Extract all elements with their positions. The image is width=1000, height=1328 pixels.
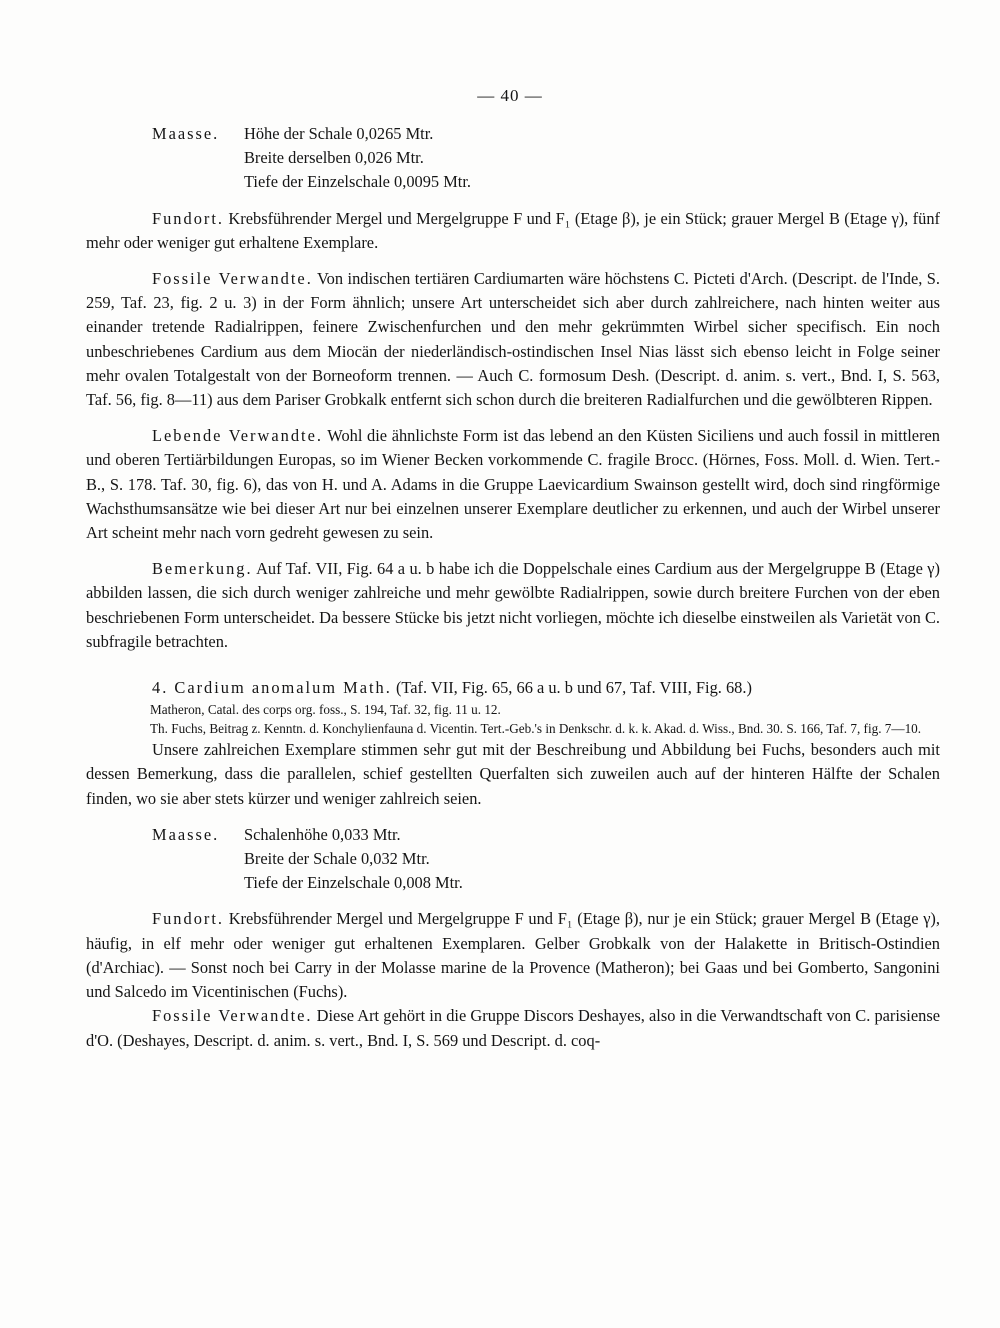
measures-label: Maasse.: [152, 824, 220, 844]
measures-block: [86, 122, 940, 195]
measure-line: Höhe der Schale 0,0265 Mtr.: [244, 124, 434, 143]
section-label: Fossile Verwandte.: [152, 1006, 313, 1026]
paragraph-text: Krebsführender Mergel und Mergelgruppe F und F₁ (Etage β), je ein Stück; grauer Mergel B (Etage γ), fünf mehr oder weniger gut erhaltene Exemplare.: [86, 208, 940, 252]
measure-row: [86, 122, 940, 146]
page-number: — 40 —: [477, 86, 543, 105]
references-list: [86, 700, 940, 738]
paragraph-fossile-verwandte: [86, 1004, 940, 1052]
section-label: Bemerkung.: [152, 559, 253, 579]
paragraph-text: Diese Art gehört in die Gruppe Discors Deshayes, also in die Verwandtschaft von C. parisiense d'O. (Deshayes, Descript. d. anim. s. vert., Bnd. I, S. 569 und Descript. d. coq-: [86, 1006, 940, 1050]
reference-item: Matheron, Catal. des corps org. foss., S. 194, Taf. 32, fig. 11 u. 12.: [150, 702, 501, 718]
paragraph-unsere: Unsere zahlreichen Exemplare stimmen sehr gut mit der Beschreibung und Abbildung bei Fuchs, besonders auch mit dessen Bemerkung, dass die parallelen, schief gestellten Querfalten sich zuweilen auch auf der hinteren Hälfte der Schalen finden, wo sie aber stets kürzer und weniger zahlreich seien.: [86, 740, 940, 808]
paragraph-text: Krebsführender Mergel und Mergelgruppe F und F₁ (Etage β), nur je ein Stück; grauer Mergel B (Etage γ), häufig, in elf mehr oder weniger gut erhaltenen Exemplaren. Gelber Grobkalk von der Halakette in Britisch-Ostindien (d'Archiac). — Sonst noch bei Carry in der Molasse marine de la Provence (Matheron); bei Gaas und bei Gomberto, Sangonini und Salcedo im Vicentinischen (Fuchs).: [86, 909, 940, 1002]
paragraph-fossile-verwandte: [86, 267, 940, 412]
species-heading: [86, 676, 940, 700]
paragraph-text: Von indischen tertiären Cardiumarten wäre höchstens C. Picteti d'Arch. (Descript. de l'Inde, S. 259, Taf. 23, fig. 2 u. 3) in der Form ähnlich; unsere Art unterscheidet sich aber durch zahlreichere, nach hinten weiter aus einander tretende Radialrippen, feinere Zwischenfurchen und den mehr gekrümmten Wirbel sicher specifisch. Ein noch unbeschriebenes Cardium aus dem Miocän der niederländisch-ostindischen Insel Nias lässt sich ebenso leicht in Folge seiner mehr ovalen Totalgestalt von der Borneoform trennen. — Auch C. formosum Desh. (Descript. d. anim. s. vert., Bnd. I, S. 563, Taf. 56, fig. 8—11) aus dem Pariser Grobkalk entfernt sich schon durch die breiteren Radialfurchen und die gewölbteren Rippen.: [86, 269, 940, 410]
paragraph-fundort: [86, 907, 940, 1004]
measure-line: Schalenhöhe 0,033 Mtr.: [244, 824, 401, 844]
measure-line: Breite der Schale 0,032 Mtr.: [244, 849, 430, 869]
reference-item: Th. Fuchs, Beitrag z. Kenntn. d. Konchylienfauna d. Vicentin. Tert.-Geb.'s in Denkschr. d. k. k. Akad. d. Wiss., Bnd. 30. S. 166, Taf. 7, fig. 7—10.: [150, 721, 922, 737]
measures-block: [86, 823, 940, 896]
paragraph-lebende-verwandte: [86, 424, 940, 545]
paragraph-text: Auf Taf. VII, Fig. 64 a u. b habe ich die Doppelschale eines Cardium aus der Mergelgruppe B (Etage γ) abbilden lassen, die sich durch weniger zahlreiche und mehr gewölbte Radialrippen, sowie durch breitere Furchen von der eben beschriebenen Form unterscheidet. Da bessere Stücke bis jetzt nicht vorliegen, möchte ich dieselbe einstweilen als Varietät von C. subfragile betrachten.: [86, 559, 940, 651]
measures-label: Maasse.: [152, 124, 220, 143]
paragraph-fundort: [86, 207, 940, 255]
page-body: [86, 122, 940, 1053]
paragraph-bemerkung: [86, 557, 940, 654]
species-plates: (Taf. VII, Fig. 65, 66 a u. b und 67, Taf. VIII, Fig. 68.): [391, 678, 752, 698]
section-label: Lebende Verwandte.: [152, 426, 323, 446]
section-label: Fundort.: [152, 208, 225, 228]
measure-row: [86, 823, 940, 847]
species-name: 4. Cardium anomalum Math.: [152, 678, 392, 698]
section-label: Fundort.: [152, 909, 225, 929]
measure-line: Breite derselben 0,026 Mtr.: [244, 148, 424, 168]
section-label: Fossile Verwandte.: [152, 269, 313, 289]
paragraph-text: Wohl die ähnlichste Form ist das lebend an den Küsten Siciliens und auch fossil in mittleren und oberen Tertiärbildungen Europas, so im Wiener Becken vorkommende C. fragile Brocc. (Hörnes, Foss. Moll. d. Wien. Tert.-B., S. 178. Taf. 30, fig. 6), das von H. und A. Adams in die Gruppe Laevicardium Swainson gestellt wird, doch sind ringförmige Wachsthumsansätze wie bei dieser Art nur bei einzelnen unserer Exemplare deutlicher zu erkennen, und auch der Wirbel unserer Art scheint mehr nach vorn gedreht gewesen zu sein.: [86, 426, 941, 543]
measure-line: Tiefe der Einzelschale 0,008 Mtr.: [244, 873, 463, 893]
measure-line: Tiefe der Einzelschale 0,0095 Mtr.: [244, 172, 471, 192]
